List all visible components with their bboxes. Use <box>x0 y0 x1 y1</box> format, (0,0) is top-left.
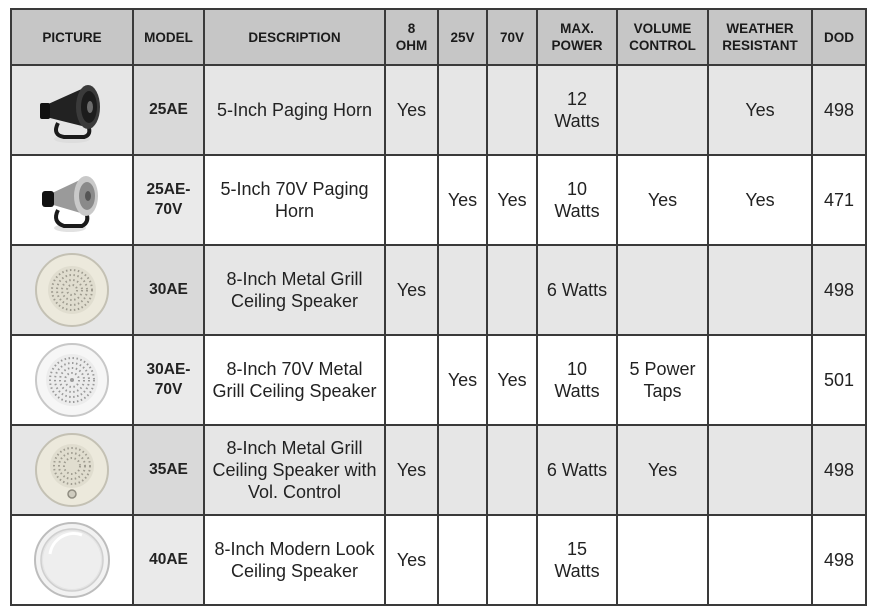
description-cell: 8-Inch Modern Look Ceiling Speaker <box>204 515 385 605</box>
v25-cell: Yes <box>438 155 487 245</box>
v70-cell: Yes <box>487 335 537 425</box>
header-model: MODEL <box>133 9 204 65</box>
v70-cell <box>487 65 537 155</box>
white-grill-ceiling-speaker-icon <box>32 340 112 420</box>
header-max-power: MAX. POWER <box>537 9 617 65</box>
header-8-ohm: 8 OHM <box>385 9 438 65</box>
v70-cell <box>487 245 537 335</box>
max-power-cell: 10 Watts <box>537 335 617 425</box>
header-row <box>11 9 866 65</box>
ohm8-cell: Yes <box>385 425 438 515</box>
metal-grill-ceiling-speaker-icon <box>32 250 112 330</box>
table-row <box>11 425 866 515</box>
model-cell: 35AE <box>133 425 204 515</box>
ceiling-speaker-volume-knob-icon <box>32 430 112 510</box>
dod-cell: 498 <box>812 425 866 515</box>
v25-cell <box>438 65 487 155</box>
silver-paging-horn-icon <box>34 164 110 236</box>
speaker-spec-table <box>10 8 867 606</box>
model-cell: 40AE <box>133 515 204 605</box>
model-cell: 30AE <box>133 245 204 335</box>
v70-cell <box>487 425 537 515</box>
weather-resistant-cell <box>708 335 812 425</box>
volume-control-cell: 5 Power Taps <box>617 335 708 425</box>
weather-resistant-cell: Yes <box>708 65 812 155</box>
max-power-cell: 10 Watts <box>537 155 617 245</box>
model-cell: 30AE- 70V <box>133 335 204 425</box>
header-description: DESCRIPTION <box>204 9 385 65</box>
picture-cell <box>11 245 133 335</box>
spec-table-container <box>10 8 867 606</box>
dod-cell: 498 <box>812 515 866 605</box>
table-row <box>11 245 866 335</box>
picture-cell <box>11 515 133 605</box>
picture-cell <box>11 65 133 155</box>
picture-cell <box>11 335 133 425</box>
ohm8-cell <box>385 155 438 245</box>
black-paging-horn-icon <box>32 73 112 147</box>
table-row <box>11 155 866 245</box>
ohm8-cell: Yes <box>385 515 438 605</box>
dod-cell: 498 <box>812 245 866 335</box>
dod-cell: 501 <box>812 335 866 425</box>
header-weather-resistant: WEATHER RESISTANT <box>708 9 812 65</box>
max-power-cell: 15 Watts <box>537 515 617 605</box>
header-25v: 25V <box>438 9 487 65</box>
ohm8-cell <box>385 335 438 425</box>
max-power-cell: 6 Watts <box>537 245 617 335</box>
table-row <box>11 335 866 425</box>
volume-control-cell <box>617 65 708 155</box>
weather-resistant-cell: Yes <box>708 155 812 245</box>
v25-cell <box>438 245 487 335</box>
description-cell: 8-Inch 70V Metal Grill Ceiling Speaker <box>204 335 385 425</box>
header-70v: 70V <box>487 9 537 65</box>
v25-cell <box>438 515 487 605</box>
description-cell: 5-Inch 70V Paging Horn <box>204 155 385 245</box>
v70-cell: Yes <box>487 155 537 245</box>
volume-control-cell <box>617 245 708 335</box>
description-cell: 5-Inch Paging Horn <box>204 65 385 155</box>
header-picture: PICTURE <box>11 9 133 65</box>
v25-cell <box>438 425 487 515</box>
model-cell: 25AE <box>133 65 204 155</box>
table-row <box>11 515 866 605</box>
description-cell: 8-Inch Metal Grill Ceiling Speaker with Vol. Control <box>204 425 385 515</box>
weather-resistant-cell <box>708 245 812 335</box>
volume-control-cell: Yes <box>617 155 708 245</box>
v25-cell: Yes <box>438 335 487 425</box>
weather-resistant-cell <box>708 425 812 515</box>
model-cell: 25AE- 70V <box>133 155 204 245</box>
picture-cell <box>11 155 133 245</box>
header-volume-control: VOLUME CONTROL <box>617 9 708 65</box>
v70-cell <box>487 515 537 605</box>
max-power-cell: 12 Watts <box>537 65 617 155</box>
description-cell: 8-Inch Metal Grill Ceiling Speaker <box>204 245 385 335</box>
picture-cell <box>11 425 133 515</box>
header-dod: DOD <box>812 9 866 65</box>
ohm8-cell: Yes <box>385 65 438 155</box>
volume-control-cell <box>617 515 708 605</box>
table-row <box>11 65 866 155</box>
max-power-cell: 6 Watts <box>537 425 617 515</box>
weather-resistant-cell <box>708 515 812 605</box>
modern-ceiling-speaker-icon <box>32 520 112 600</box>
ohm8-cell: Yes <box>385 245 438 335</box>
dod-cell: 471 <box>812 155 866 245</box>
volume-control-cell: Yes <box>617 425 708 515</box>
dod-cell: 498 <box>812 65 866 155</box>
